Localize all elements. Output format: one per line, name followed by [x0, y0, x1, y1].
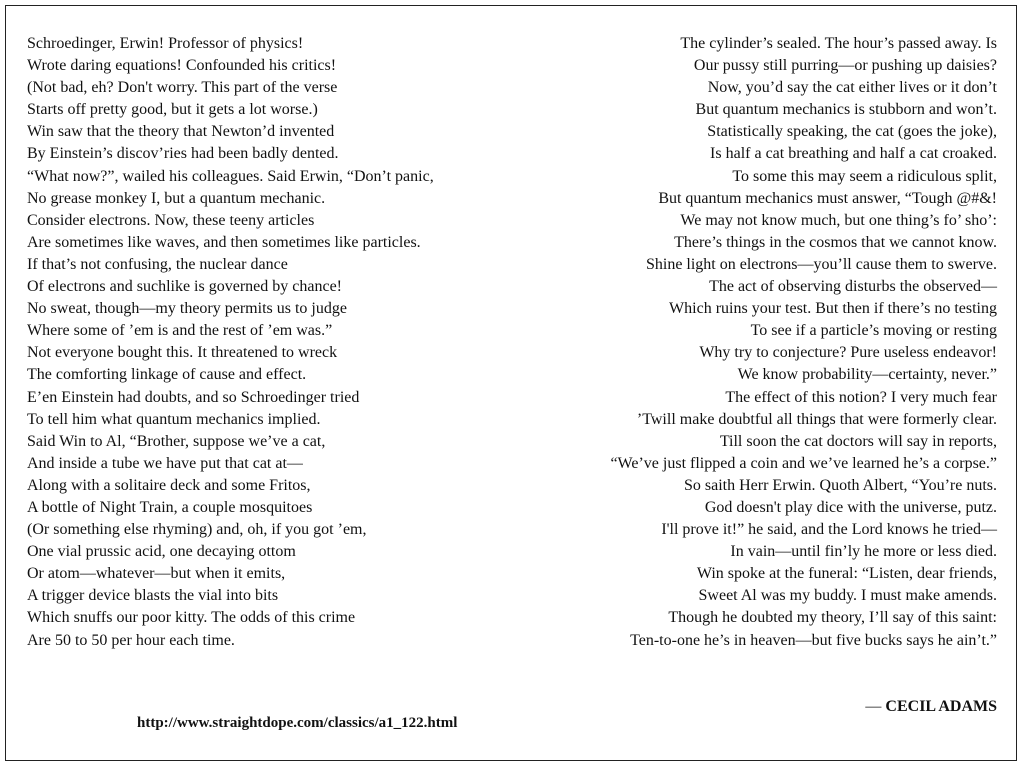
- author-name: CECIL ADAMS: [885, 698, 997, 715]
- poem-line-left: Are sometimes like waves, and then sometimes like particles.: [27, 233, 421, 251]
- poem-line-right: The act of observing disturbs the observed—: [709, 278, 997, 296]
- poem-line-left: Are 50 to 50 per hour each time.: [27, 631, 235, 649]
- poem-line-right: To some this may seem a ridiculous split,: [732, 167, 997, 185]
- poem-line-right: Though he doubted my theory, I’ll say of this saint:: [668, 609, 997, 627]
- poem-line-right: Ten-to-one he’s in heaven—but five bucks says he ain’t.”: [630, 631, 997, 649]
- poem-line-left: Where some of ’em is and the rest of ’em was.”: [27, 322, 333, 340]
- poem-line-right: Till soon the cat doctors will say in reports,: [719, 432, 997, 450]
- poem-left-column: [27, 33, 434, 652]
- poem-line-right: So saith Herr Erwin. Quoth Albert, “You’re nuts.: [683, 476, 997, 494]
- poem-line-right: We know probability—certainty, never.”: [737, 366, 997, 384]
- poem-line-right: But quantum mechanics must answer, “Tough @#&!: [658, 189, 997, 207]
- poem-line-right: Our pussy still purring—or pushing up daisies?: [693, 57, 997, 75]
- poem-line-left: Of electrons and suchlike is governed by chance!: [27, 278, 342, 296]
- poem-line-left: One vial prussic acid, one decaying ottom: [27, 543, 296, 561]
- poem-line-right: ’Twill make doubtful all things that were formerly clear.: [636, 410, 997, 428]
- poem-line-right: Now, you’d say the cat either lives or it don’t: [707, 79, 997, 97]
- poem-line-left: Said Win to Al, “Brother, suppose we’ve a cat,: [27, 432, 326, 450]
- poem-line-left: The comforting linkage of cause and effect.: [27, 366, 307, 384]
- poem-line-left: Which snuffs our poor kitty. The odds of this crime: [27, 609, 356, 627]
- poem-line-right: Statistically speaking, the cat (goes the joke),: [707, 123, 997, 141]
- poem-line-left: Win saw that the theory that Newton’d invented: [27, 123, 335, 141]
- poem-line-left: By Einstein’s discov’ries had been badly dented.: [27, 145, 339, 163]
- poem-line-right: I'll prove it!” he said, and the Lord knows he tried—: [661, 521, 997, 539]
- poem-line-right: God doesn't play dice with the universe, putz.: [704, 498, 997, 516]
- source-url: http://www.straightdope.com/classics/a1_122.html: [137, 715, 458, 731]
- poem-line-right: “We’ve just flipped a coin and we’ve learned he’s a corpse.”: [610, 454, 997, 472]
- poem-line-right: Is half a cat breathing and half a cat croaked.: [710, 145, 997, 163]
- poem-line-left: No grease monkey I, but a quantum mechanic.: [27, 189, 326, 207]
- poem-line-right: To see if a particle’s moving or resting: [750, 322, 997, 340]
- poem-line-right: Which ruins your test. But then if there’s no testing: [669, 300, 997, 318]
- poem-line-right: We may not know much, but one thing’s fo’ sho’:: [680, 211, 997, 229]
- attribution-dash: —: [865, 698, 886, 715]
- poem-right-column: [610, 33, 997, 652]
- poem-line-left: “What now?”, wailed his colleagues. Said Erwin, “Don’t panic,: [27, 167, 434, 185]
- poem-line-left: And inside a tube we have put that cat at—: [27, 454, 303, 472]
- poem-line-left: Or atom—whatever—but when it emits,: [27, 565, 286, 583]
- poem-line-right: In vain—until fin’ly he more or less died.: [730, 543, 997, 561]
- poem-line-right: The effect of this notion? I very much fear: [725, 388, 997, 406]
- poem-line-left: (Not bad, eh? Don't worry. This part of the verse: [27, 79, 338, 97]
- poem-line-left: If that’s not confusing, the nuclear dance: [27, 255, 288, 273]
- poem-line-right: The cylinder’s sealed. The hour’s passed away. Is: [680, 35, 997, 52]
- poem-line-right: Win spoke at the funeral: “Listen, dear friends,: [696, 565, 997, 583]
- poem-line-left: Wrote daring equations! Confounded his critics!: [27, 57, 337, 75]
- poem-line-right: Sweet Al was my buddy. I must make amends.: [698, 587, 997, 605]
- poem-line-left: (Or something else rhyming) and, oh, if you got ’em,: [27, 521, 367, 539]
- poem-line-left: Schroedinger, Erwin! Professor of physics!: [27, 35, 304, 52]
- poem-line-left: Consider electrons. Now, these teeny articles: [27, 211, 315, 229]
- poem-line-left: A trigger device blasts the vial into bits: [27, 587, 279, 605]
- poem-line-left: Starts off pretty good, but it gets a lot worse.): [27, 101, 318, 119]
- poem-line-left: Not everyone bought this. It threatened to wreck: [27, 344, 338, 362]
- poem-line-right: Shine light on electrons—you’ll cause them to swerve.: [645, 255, 997, 273]
- poem-line-left: E’en Einstein had doubts, and so Schroedinger tried: [27, 388, 360, 406]
- poem-line-left: No sweat, though—my theory permits us to judge: [27, 300, 347, 318]
- attribution: [865, 698, 997, 716]
- poem-line-right: But quantum mechanics is stubborn and won’t.: [695, 101, 997, 119]
- poem-line-left: A bottle of Night Train, a couple mosquitoes: [27, 498, 313, 516]
- poem-line-left: Along with a solitaire deck and some Fritos,: [27, 476, 311, 494]
- poem-line-left: To tell him what quantum mechanics implied.: [27, 410, 321, 428]
- poem-line-right: There’s things in the cosmos that we cannot know.: [674, 233, 997, 251]
- poem-line-right: Why try to conjecture? Pure useless endeavor!: [699, 344, 997, 362]
